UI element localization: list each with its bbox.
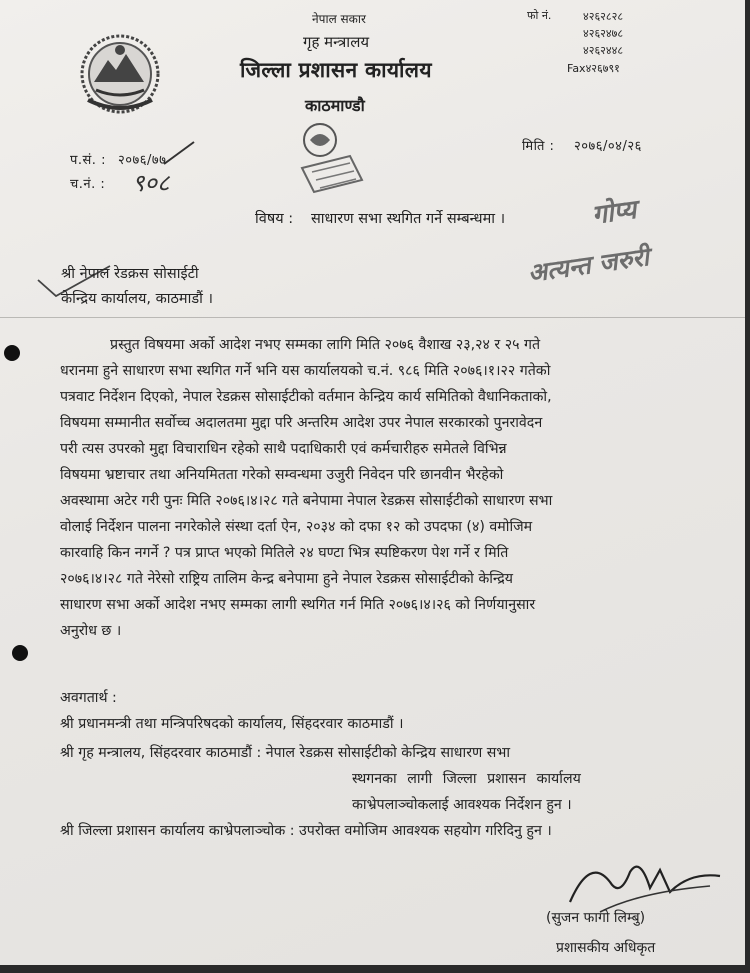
body-line: २०७६।४।२८ गते नेरेसो राष्ट्रिय तालिम केन्द्र बनेपामा हुने नेपाल रेडक्रस सोसाईटीको केन्द्रिय: [60, 571, 514, 587]
body-line: पत्रवाट निर्देशन दिएको, नेपाल रेडक्रस सोसाईटीको वर्तमान केन्द्रिय कार्य समितिको वैधानिकताको,: [60, 389, 552, 405]
body-line: धरानमा हुने साधारण सभा स्थगित गर्ने भनि यस कार्यालयको च.नं. ९८६ मिति २०७६।१।२२ गतेको: [60, 363, 551, 379]
signatory-name: (सुजन फागो लिम्बु): [546, 910, 646, 926]
confidential-stamp: गोप्य: [590, 194, 639, 231]
cc-line: काभ्रेपलाञ्चोकलाई आवश्यक निर्देशन हुन ।: [352, 797, 572, 813]
cc-line: श्री प्रधानमन्त्री तथा मन्त्रिपरिषदको कार्यालय, सिंहदरवार काठमाडौं ।: [60, 716, 404, 732]
recipient-address: केन्द्रिय कार्यालय, काठमाडौं ।: [61, 291, 213, 307]
cc-line: श्री गृह मन्त्रालय, सिंहदरवार काठमाडौं : नेपाल रेडक्रस सोसाईटीको केन्द्रिय साधारण सभा: [60, 745, 511, 761]
ref-number-value: २०७६/७७: [118, 153, 167, 168]
cc-line: स्थगनका लागी जिल्ला प्रशासन कार्यालय: [352, 771, 581, 787]
pen-mark-icon: [160, 138, 200, 168]
phone-label: फो नं.: [527, 9, 552, 22]
ministry-name: गृह मन्त्रालय: [303, 33, 370, 51]
signatory-title: प्रशासकीय अधिकृत: [556, 940, 656, 956]
punch-hole-icon: [4, 345, 20, 361]
body-line: अवस्थामा अटेर गरी पुनः मिति २०७६।४।२८ गते बनेपामा नेपाल रेडक्रस सोसाईटीको साधारण सभा: [60, 493, 553, 509]
office-seal-icon: [290, 118, 370, 198]
subject-text: साधारण सभा स्थगित गर्ने सम्बन्धमा ।: [311, 211, 506, 227]
office-name: जिल्ला प्रशासन कार्यालय: [240, 58, 432, 82]
body-line: कारवाहि किन नगर्ने ? पत्र प्राप्त भएको मितिले २४ घण्टा भित्र स्पष्टिकरण पेश गर्ने र मिति: [60, 545, 509, 561]
office-city: काठमाण्डौ: [305, 96, 365, 115]
dispatch-number-label: च.नं. :: [70, 177, 106, 192]
body-line: विषयमा भ्रष्टाचार तथा अनियमितता गरेको सम्वन्धमा उजुरी निवेदन परि छानवीन भैरहेको: [60, 467, 504, 483]
dispatch-number-value: ९०८: [132, 169, 170, 197]
ref-number-label: प.सं. :: [70, 153, 106, 168]
date-value: २०७६/०४/२६: [574, 139, 642, 154]
fax-number: Fax४२६७९१: [567, 62, 620, 75]
body-line: अनुरोध छ ।: [60, 623, 122, 639]
body-line: साधारण सभा अर्को आदेश नभए सम्मका लागी स्थगित गर्न मिति २०७६।४।२६ को निर्णयानुसार: [60, 597, 536, 613]
paper-fold-line: [0, 317, 745, 318]
urgent-stamp: अत्यन्त जरुरी: [526, 242, 651, 288]
phone-number: ४२६२४७८: [583, 27, 624, 40]
punch-hole-icon: [12, 645, 28, 661]
cc-line: श्री जिल्ला प्रशासन कार्यालय काभ्रेपलाञ्चोक : उपरोक्त वमोजिम आवश्यक सहयोग गरिदिनु हुन ।: [60, 823, 552, 839]
government-name: नेपाल सकार: [312, 12, 366, 26]
phone-number: ४२६२८२८: [583, 10, 624, 23]
cc-title: अवगतार्थ :: [60, 690, 117, 706]
body-line: परी त्यस उपरको मुद्दा विचाराधिन रहेको साथै पदाधिकारी एवं कर्मचारीहरु समेतले विभिन्न: [60, 441, 507, 457]
body-line: प्रस्तुत विषयमा अर्को आदेश नभए सम्मका लागि मिति २०७६ वैशाख २३,२४ र २५ गते: [110, 337, 541, 353]
body-line: वोलाई निर्देशन पालना नगरेकोले संस्था दर्ता ऐन, २०३४ को दफा १२ को उपदफा (४) वमोजिम: [60, 519, 533, 535]
date-label: मिति :: [522, 139, 555, 154]
body-line: विषयमा सम्मानीत सर्वोच्च अदालतमा मुद्दा परि अन्तरिम आदेश उपर नेपाल सरकारको पुनरावेदन: [60, 415, 543, 431]
recipient-name: श्री नेपाल रेडक्रस सोसाईटी: [61, 266, 199, 282]
government-emblem-icon: [76, 30, 164, 118]
phone-number: ४२६२४४८: [583, 44, 624, 57]
letter-body: [60, 335, 710, 640]
subject-label: विषय :: [255, 211, 294, 227]
